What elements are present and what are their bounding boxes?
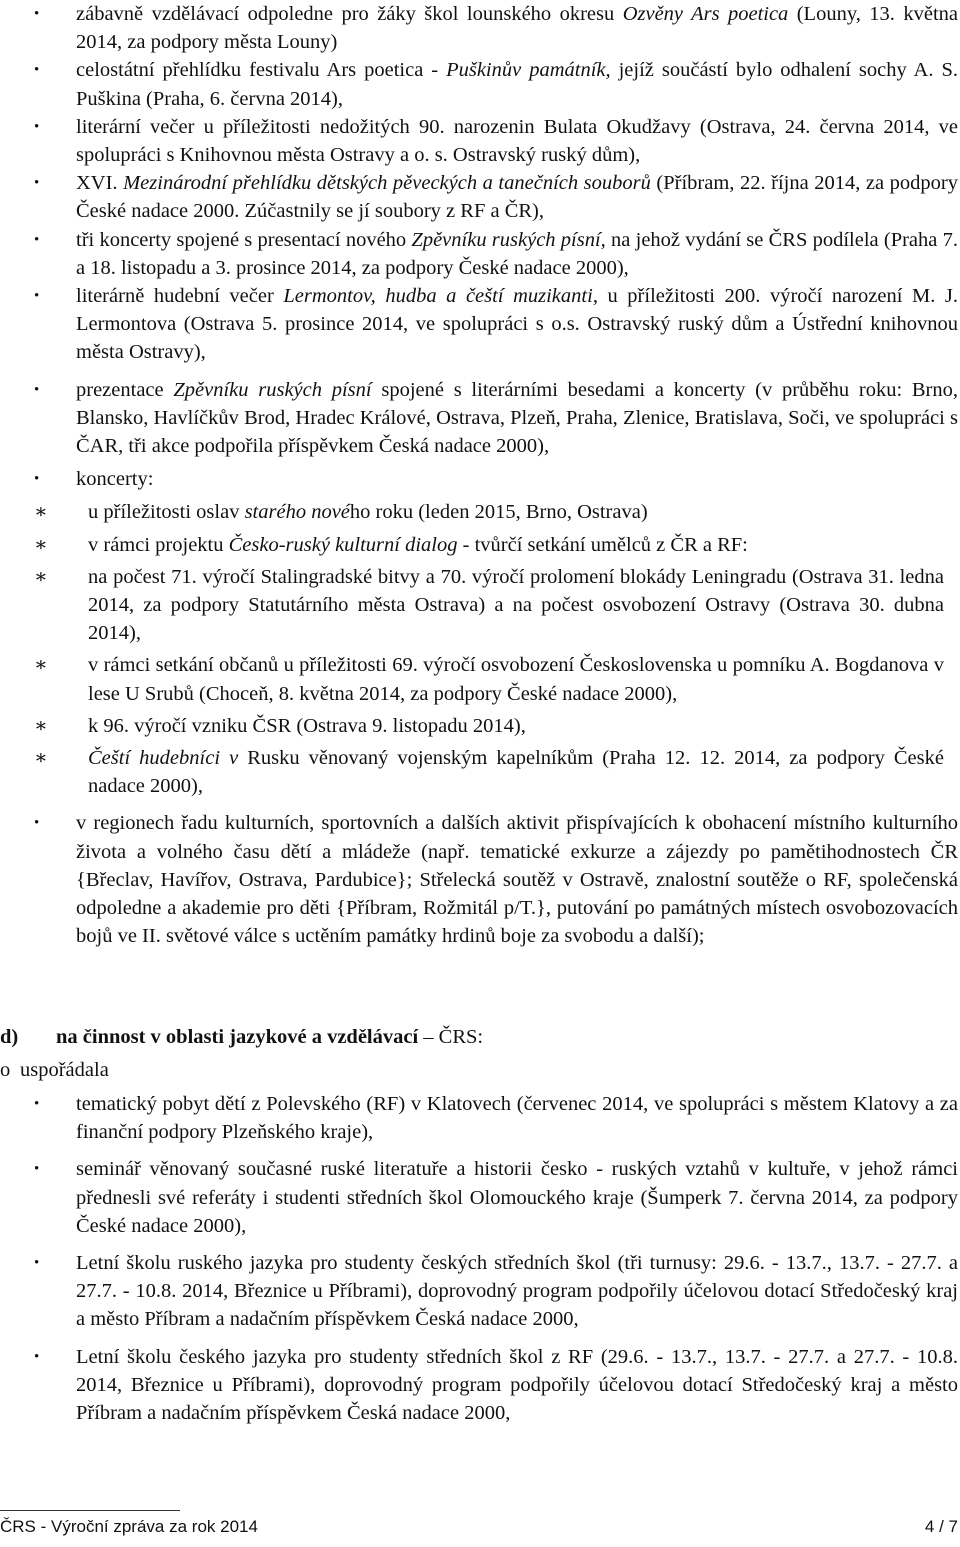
page-number: 4 / 7 bbox=[924, 1517, 958, 1536]
concerts-sublist-container bbox=[34, 498, 958, 800]
list-item bbox=[34, 1155, 958, 1240]
footer-divider bbox=[0, 1510, 180, 1511]
item-text: tematický pobyt dětí z Polevského (RF) v Klatovech (červenec 2014, ve spolupráci s městem Klatovy a za finanční podpory Plzeňského kraje), bbox=[76, 1093, 958, 1144]
italic-title: Puškinův památník, bbox=[446, 59, 611, 82]
item-text: - tvůrčí setkání umělců z ČR a RF: bbox=[457, 533, 748, 556]
bullet-icon: • bbox=[34, 381, 40, 398]
language-activities-list bbox=[34, 1090, 958, 1427]
item-text: v rámci setkání občanů u příležitosti 69. výročí osvobození Československa u pomníku A. Bogdanova v lese U Srubů (Choceň, 8. května 2014, za podpory České nadace 2000), bbox=[88, 654, 944, 705]
sub-list-item bbox=[34, 498, 944, 526]
italic-title: Česko-ruský kulturní dialog bbox=[228, 533, 458, 556]
list-item bbox=[34, 169, 958, 225]
item-text: celostátní přehlídku festivalu Ars poetica - bbox=[76, 59, 447, 82]
item-text: koncerty: bbox=[76, 468, 154, 491]
item-text: XVI. bbox=[76, 172, 124, 195]
sub-list-item bbox=[34, 531, 944, 559]
bullet-icon: • bbox=[34, 231, 40, 248]
bullet-icon: • bbox=[34, 6, 40, 22]
item-text: jejíž součástí bylo odhalení sochy A. S. Puškina (Praha, 6. června 2014), bbox=[76, 59, 958, 110]
concerts-sublist bbox=[34, 498, 944, 800]
bullet-icon: • bbox=[34, 1255, 40, 1272]
asterisk-bullet-icon: ∗ bbox=[34, 747, 48, 770]
list-item bbox=[34, 809, 958, 950]
list-item bbox=[34, 0, 958, 56]
bullet-icon: • bbox=[34, 118, 40, 135]
item-text: literárně hudební večer bbox=[76, 285, 284, 308]
item-text: Rusku věnovaný vojenským kapelníkům (Praha 12. 12. 2014, za podpory České nadace 2000), bbox=[88, 747, 944, 798]
item-text: zábavně vzdělávací odpoledne pro žáky škol lounského okresu bbox=[76, 3, 623, 25]
list-item bbox=[34, 56, 958, 112]
list-item bbox=[34, 1090, 958, 1146]
footer-title: ČRS - Výroční zpráva za rok 2014 bbox=[0, 1517, 258, 1536]
asterisk-bullet-icon: ∗ bbox=[34, 654, 48, 677]
sub-list-item bbox=[34, 712, 944, 740]
section-title: na činnost v oblasti jazykové a vzdělávací bbox=[56, 1026, 419, 1048]
italic-title: Ozvěny Ars poetica bbox=[622, 3, 789, 25]
asterisk-bullet-icon: ∗ bbox=[34, 533, 48, 556]
asterisk-bullet-icon: ∗ bbox=[34, 714, 48, 737]
bullet-icon: • bbox=[34, 175, 40, 192]
italic-title: starého nové bbox=[244, 501, 350, 524]
item-text: v rámci projektu bbox=[88, 533, 229, 556]
circle-bullet-icon: o bbox=[0, 1059, 11, 1081]
item-text: k 96. výročí vzniku ČSR (Ostrava 9. listopadu 2014), bbox=[88, 714, 526, 737]
italic-title: Čeští hudebníci v bbox=[88, 747, 239, 770]
item-text: spojené s literárními besedami a koncerty (v průběhu roku: Brno, Blansko, Havlíčkův Brod, Hradec Králové, Ostrava, Plzeň, Praha, Zlenice, Bratislava, Soči, ve spolupráci s ČAR, tři akce podpořila příspěvkem Česká nadace 2000), bbox=[76, 378, 958, 458]
item-text: tři koncerty spojené s presentací nového bbox=[76, 228, 412, 251]
list-item bbox=[34, 1249, 958, 1334]
item-text: (Příbram, 22. října 2014, za podpory České nadace 2000. Zúčastnily se jí soubory z RF a ČR), bbox=[76, 172, 958, 223]
bullet-icon: • bbox=[34, 1096, 40, 1112]
bullet-icon: • bbox=[34, 471, 40, 488]
sub-list-item bbox=[34, 744, 944, 800]
item-text: seminář věnovaný současné ruské literatuře a historii česko - ruských vztahů v kultuře, v jehož rámci přednesli své referáty i studenti středních škol Olomouckého kraje (Šumperk 7. června 2014, za podpory České nadace 2000), bbox=[76, 1158, 958, 1237]
item-text: , u příležitosti 200. výročí narození M. J. Lermontova (Ostrava 5. prosince 2014, ve spolupráci s o.s. Ostravský ruský dům a Ústřední knihovnou města Ostravy), bbox=[76, 285, 959, 364]
bullet-icon: • bbox=[34, 62, 40, 79]
bullet-icon: • bbox=[34, 815, 40, 832]
list-item bbox=[34, 282, 958, 367]
italic-title: Lermontov, hudba a čeští muzikanti bbox=[283, 285, 593, 308]
list-item bbox=[34, 226, 958, 282]
activities-list bbox=[34, 0, 958, 951]
asterisk-bullet-icon: ∗ bbox=[34, 565, 48, 588]
sub-list-item bbox=[34, 651, 944, 707]
bullet-icon: • bbox=[34, 1348, 40, 1365]
section-label: d) bbox=[0, 1026, 19, 1048]
italic-title: Mezinárodní přehlídku dětských pěveckých a tanečních souborů bbox=[123, 172, 651, 195]
subheading-text: uspořádala bbox=[20, 1059, 109, 1081]
item-text: (Louny, 13. května 2014, za podpory města Louny) bbox=[76, 3, 958, 54]
italic-title: Zpěvníku ruských písní bbox=[173, 378, 372, 401]
item-text: u příležitosti oslav bbox=[88, 501, 245, 524]
bullet-icon: • bbox=[34, 288, 40, 305]
italic-title: Zpěvníku ruských písní, bbox=[411, 228, 606, 251]
item-text: Letní školu českého jazyka pro studenty středních škol z RF (29.6. - 13.7., 13.7. - 27.7. a 27.7. - 10.8. 2014, Březnice u Příbrami), doprovodný program podpořily účelovou dotací Středočeský kraj a město Příbram a nadačním příspěvkem Česká nadace 2000, bbox=[76, 1345, 958, 1425]
item-text: na počest 71. výročí Stalingradské bitvy a 70. výročí prolomení blokády Leningradu (Ostrava 31. ledna 2014, za podpory Statutárního města Ostrava) a na počest osvobození Ostravy (Ostrava 30. dubna 2014), bbox=[88, 565, 944, 645]
item-text: na jehož vydání se ČRS podílela (Praha 7. a 18. listopadu a 3. prosince 2014, za podpory České nadace 2000), bbox=[76, 228, 958, 279]
list-item bbox=[34, 465, 958, 493]
sub-list-item bbox=[34, 563, 944, 648]
item-text: ho roku (leden 2015, Brno, Ostrava) bbox=[349, 501, 648, 524]
item-text: v regionech řadu kulturních, sportovních a dalších aktivit přispívajících k obohacení místního kulturního života a volného času dětí a mládeže (např. tematické exkurze a zájezdy po pamětihodnostech ČR {Břeclav, Havířov, Ostrava, Pardubice}; Střelecká soutěž v Ostravě, znalostní soutěže o RF, společenská odpoledne a akademie pro děti {Příbram, Rožmitál p/T.}, putování po památných místech osvobozovacích bojů ve II. světové válce s uctěním památky hrdinů boje za svobodu a další); bbox=[76, 812, 958, 948]
bullet-icon: • bbox=[34, 1161, 40, 1178]
subheading bbox=[0, 1056, 109, 1084]
item-text: prezentace bbox=[76, 378, 174, 401]
list-item bbox=[34, 113, 958, 169]
list-item bbox=[34, 376, 958, 461]
section-heading bbox=[0, 1023, 958, 1051]
item-text: literární večer u příležitosti nedožitých 90. narozenin Bulata Okudžavy (Ostrava, 24. června 2014, ve spolupráci s Knihovnou města Ostravy a o. s. Ostravský ruský dům), bbox=[76, 115, 958, 167]
list-item bbox=[34, 1343, 958, 1428]
item-text: Letní školu ruského jazyka pro studenty českých středních škol (tři turnusy: 29.6. - 13.7., 13.7. - 27.7. a 27.7. - 10.8. 2014, Březnice u Příbrami), doprovodný program podpořily účelovou dotací Středočeský kraj a město Příbram a nadačním příspěvkem Česká nadace 2000, bbox=[76, 1252, 958, 1331]
asterisk-bullet-icon: ∗ bbox=[34, 501, 48, 524]
section-suffix: – ČRS: bbox=[418, 1026, 484, 1048]
